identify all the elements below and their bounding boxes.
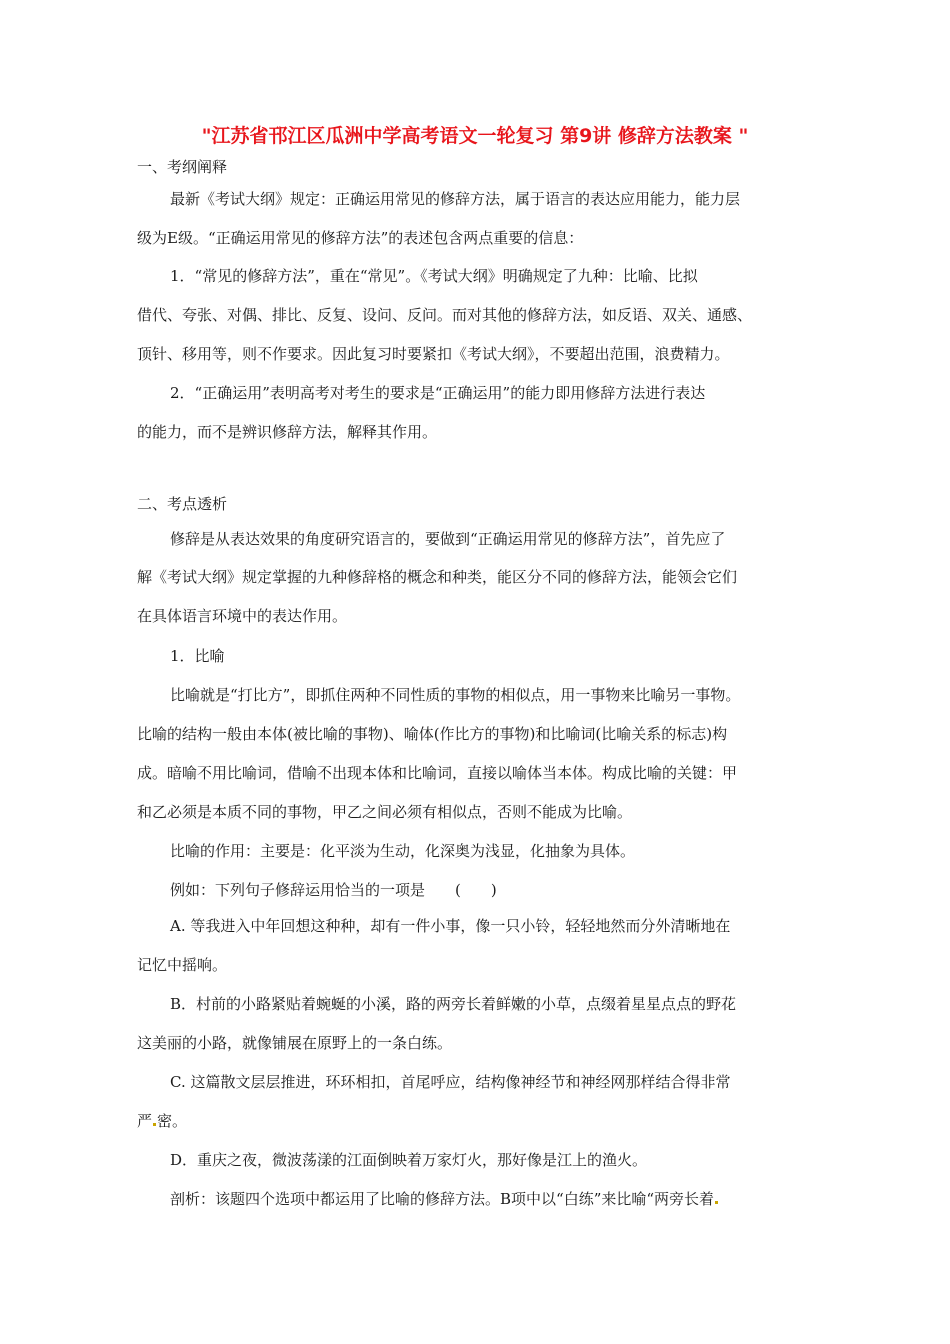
- paragraph-line: 2．“正确运用”表明高考对考生的要求是“正确运用”的能力即用修辞方法进行表达: [170, 384, 706, 402]
- option-d: D．重庆之夜，微波荡漾的江面倒映着万家灯火，那好像是江上的渔火。: [170, 1151, 648, 1169]
- highlight-mark: [715, 1201, 718, 1204]
- paragraph-line: 在具体语言环境中的表达作用。: [137, 607, 348, 625]
- paragraph-line: 修辞是从表达效果的角度研究语言的，要做到“正确运用常见的修辞方法”，首先应了: [170, 530, 726, 548]
- subsection-heading: 1．比喻: [170, 647, 225, 665]
- option-a-continued: 记忆中摇响。: [137, 956, 228, 974]
- option-c-text-part: 密。: [157, 1112, 188, 1130]
- option-b: B．村前的小路紧贴着蜿蜒的小溪，路的两旁长着鲜嫩的小草，点缀着星星点点的野花: [170, 995, 737, 1013]
- paragraph-line: 最新《考试大纲》规定：正确运用常见的修辞方法，属于语言的表达应用能力，能力层: [170, 190, 741, 208]
- paragraph-line: 顶针、移用等，则不作要求。因此复习时要紧扣《考试大纲》，不要超出范围，浪费精力。: [137, 345, 730, 363]
- option-c-continued: [137, 1111, 187, 1131]
- highlight-mark: [153, 1123, 156, 1126]
- document-title: "江苏省邗江区瓜洲中学高考语文一轮复习 第9讲 修辞方法教案 ": [201, 125, 749, 147]
- option-c: C. 这篇散文层层推进，环环相扣，首尾呼应，结构像神经节和神经网那样结合得非常: [170, 1073, 731, 1091]
- paragraph-line: 级为E级。“正确运用常见的修辞方法”的表述包含两点重要的信息：: [137, 229, 584, 247]
- paragraph-line: 比喻的结构一般由本体(被比喻的事物)、喻体(作比方的事物)和比喻词(比喻关系的标志)构: [137, 725, 728, 743]
- option-a: A. 等我进入中年回想这种种，却有一件小事，像一只小铃，轻轻地然而分外清晰地在: [170, 917, 731, 935]
- option-b-continued: 这美丽的小路，就像铺展在原野上的一条白练。: [137, 1034, 453, 1052]
- paragraph-line: 借代、夸张、对偶、排比、反复、设问、反问。而对其他的修辞方法，如反语、双关、通感、: [137, 306, 753, 324]
- analysis-text: 剖析：该题四个选项中都运用了比喻的修辞方法。B项中以“白练”来比喻“两旁长着: [170, 1190, 715, 1208]
- paragraph-line: 和乙必须是本质不同的事物，甲乙之间必须有相似点，否则不能成为比喻。: [137, 803, 633, 821]
- paragraph-line: 1．“常见的修辞方法”，重在“常见”。《考试大纲》明确规定了九种：比喻、比拟: [170, 267, 698, 285]
- section2-heading: 二、考点透析: [137, 495, 228, 513]
- paragraph-line: 成。暗喻不用比喻词，借喻不出现本体和比喻词，直接以喻体当本体。构成比喻的关键：甲: [137, 764, 738, 782]
- paragraph-line: 的能力，而不是辨识修辞方法，解释其作用。: [137, 423, 438, 441]
- example-question: 例如：下列句子修辞运用恰当的一项是 ( ): [170, 881, 497, 899]
- paragraph-line: 比喻就是“打比方”，即抓住两种不同性质的事物的相似点，用一事物来比喻另一事物。: [170, 686, 741, 704]
- option-c-text-part: 严: [137, 1112, 153, 1130]
- paragraph-line: 解《考试大纲》规定掌握的九种修辞格的概念和种类，能区分不同的修辞方法，能领会它们: [137, 568, 738, 586]
- analysis-line: [170, 1189, 719, 1209]
- paragraph-line: 比喻的作用：主要是：化平淡为生动，化深奥为浅显，化抽象为具体。: [170, 842, 636, 860]
- section1-heading: 一、考纲阐释: [137, 158, 228, 176]
